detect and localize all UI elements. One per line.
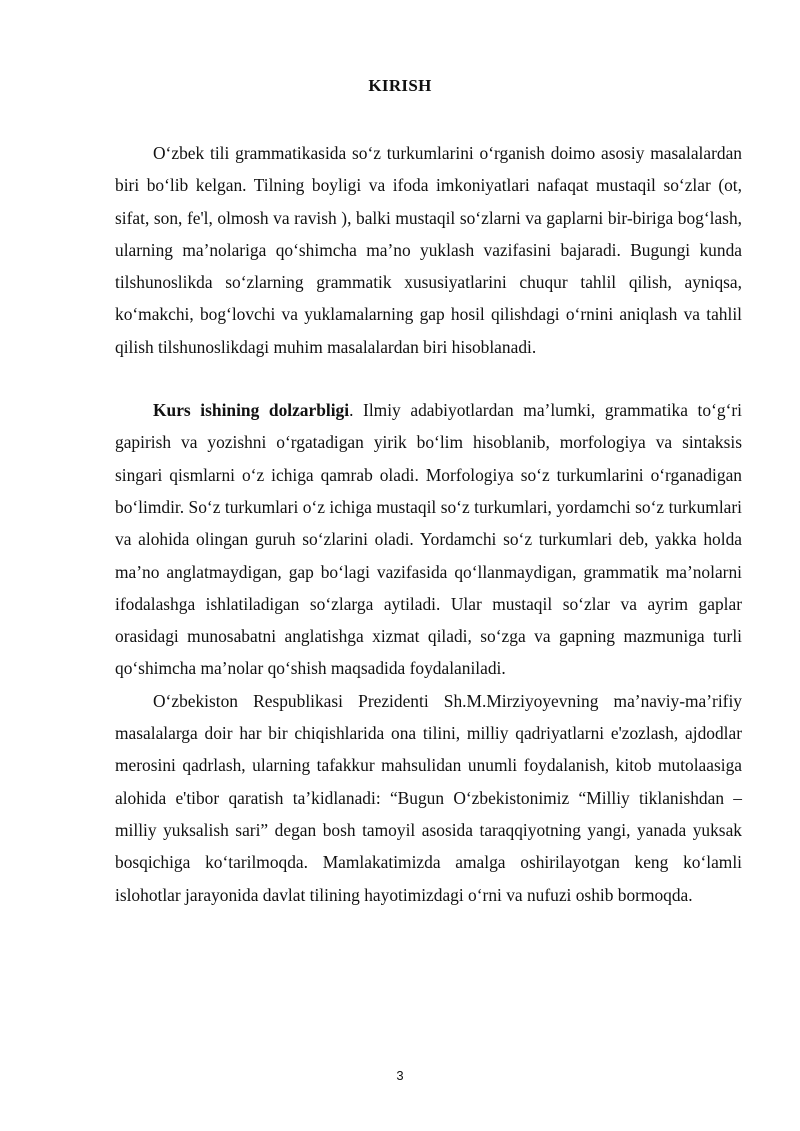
paragraph-relevance-lead: Kurs ishining dolzarbligi — [153, 400, 350, 421]
paragraph-relevance-text: . Ilmiy adabiyotlardan ma’lumki, grammatika to‘g‘ri gapirish va yozishni o‘rgatadigan yirik bo‘lim hisoblanib, morfologiya va sintaksis singari qismlarni o‘z ichiga qamrab oladi. Morfologiya so‘z turkumlarini o‘rganadigan bo‘limdir. So‘z turkumlari o‘z ichiga mustaqil so‘z turkumlari, yordamchi so‘z turkumlari va alohida olingan guruh so‘zlarini oladi. Yordamchi so‘z turkumlari deb, yakka holda ma’no anglatmaydigan, gap bo‘lagi vazifasida qo‘llanmaydigan, grammatik ma’nolarni ifodalashga ishlatiladigan so‘zlarga aytiladi. Ular mustaqil so‘zlar va ayrim gaplar orasidagi munosabatni anglatishga xizmat qiladi, so‘zga va gapning mazmuniga turli qo‘shimcha ma’nolar qo‘shish maqsadida foydalaniladi. — [115, 400, 742, 679]
paragraph-president — [115, 685, 742, 911]
body-text — [115, 137, 742, 911]
paragraph-relevance — [115, 394, 742, 685]
paragraph-intro — [115, 137, 742, 363]
page-title: KIRISH — [368, 76, 432, 95]
page-number: 3 — [396, 1068, 404, 1083]
paragraph-president-text: O‘zbekiston Respublikasi Prezidenti Sh.M.Mirziyoyevning ma’naviy-ma’rifiy masalalarga doir har bir chiqishlarida ona tilini, milliy qadriyatlarni e'zozlash, ajdodlar merosini qadrlash, ularning tafakkur mahsulidan unumli foydalanish, kitob mutolaasiga alohida e'tibor qaratish ta’kidlanadi: “Bugun O‘zbekistonimiz “Milliy tiklanishdan – milliy yuksalish sari” degan bosh tamoyil asosida taraqqiyotning yangi, yanada yuksak bosqichiga ko‘tarilmoqda. Mamlakatimizda amalga oshirilayotgan keng ko‘lamli islohotlar jarayonida davlat tilining hayotimizdagi o‘rni va nufuzi oshib bormoqda. — [115, 690, 742, 905]
paragraph-intro-text: O‘zbek tili grammatikasida so‘z turkumlarini o‘rganish doimo asosiy masalalardan biri bo‘lib kelgan. Tilning boyligi va ifoda imkoniyatlari nafaqat mustaqil so‘zlar (ot, sifat, son, fe'l, olmosh va ravish ), balki mustaqil so‘zlarni va gaplarni bir-biriga bog‘lash, ularning ma’nolariga qo‘shimcha ma’no yuklash vazifasini bajaradi. Bugungi kunda tilshunoslikda so‘zlarning grammatik xususiyatlarini chuqur tahlil qilish, ayniqsa, ko‘makchi, bog‘lovchi va yuklamalarning gap hosil qilishdagi o‘rnini aniqlash va tahlil qilish tilshunoslikdagi muhim masalalardan biri hisoblanadi. — [115, 143, 742, 357]
